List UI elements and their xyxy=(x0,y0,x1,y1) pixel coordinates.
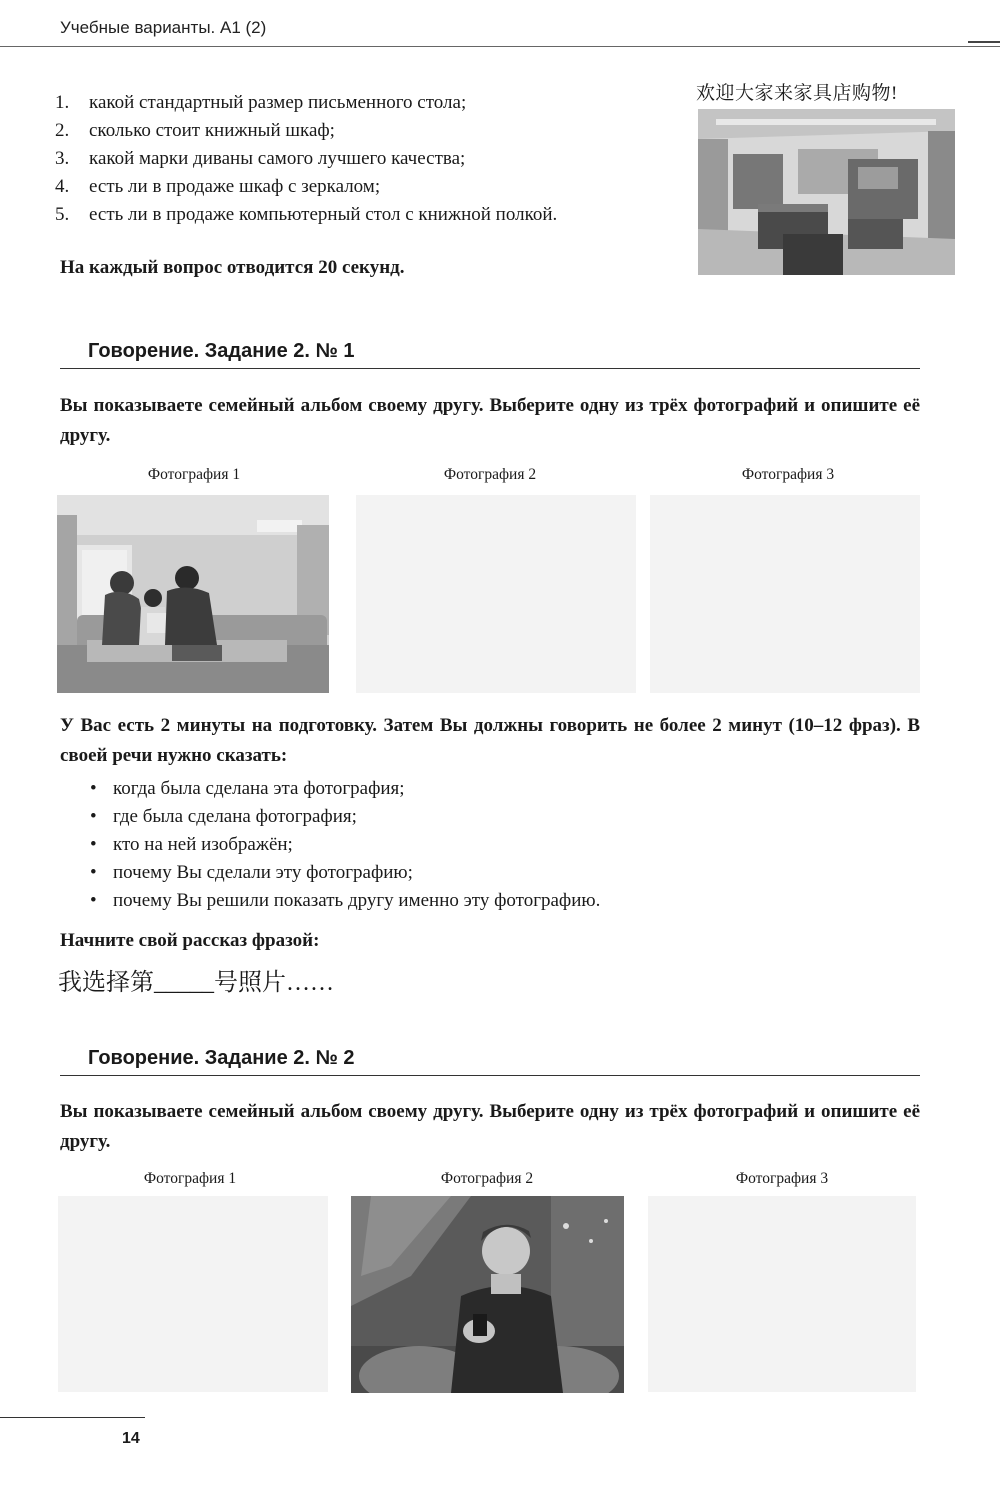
start-phrase: 我选择第_____号照片…… xyxy=(58,970,334,996)
family-photo xyxy=(57,495,329,693)
question-item: 3. какой марки диваны самого лучшего качества; xyxy=(55,148,466,169)
task1-caption-3: Фотография 3 xyxy=(741,466,835,483)
photo-2-placeholder xyxy=(356,495,636,693)
store-caption: 欢迎大家来家具店购物! xyxy=(696,83,898,104)
task1-bullet-list xyxy=(90,775,600,915)
task1-prompt: Вы показываете семейный альбом своему другу. Выберите одну из трёх фотографий и опишите её другу. xyxy=(60,395,920,446)
running-head: Учебные варианты. А1 (2) xyxy=(60,18,267,37)
question-item: 5. есть ли в продаже компьютерный стол с книжной полкой. xyxy=(55,204,558,225)
question-item: 4. есть ли в продаже шкаф с зеркалом; xyxy=(55,176,381,197)
bullet-item: • когда была сделана эта фотография; xyxy=(90,775,600,803)
bullet-item: • почему Вы решили показать другу именно эту фотографию. xyxy=(90,887,600,915)
task2-rule xyxy=(60,1075,920,1076)
bullet-item: • где была сделана фотография; xyxy=(90,803,600,831)
header-rule-mark xyxy=(968,41,1000,43)
task1-rule xyxy=(60,368,920,369)
task2-caption-3: Фотография 3 xyxy=(735,1170,829,1187)
question-list xyxy=(55,89,557,229)
page-number: 14 xyxy=(122,1430,140,1447)
question-item: 2. сколько стоит книжный шкаф; xyxy=(55,120,335,141)
task1-heading: Говорение. Задание 2. № 1 xyxy=(88,340,355,362)
man-with-phone-photo xyxy=(351,1196,624,1393)
furniture-store-photo xyxy=(698,109,955,275)
start-phrase-label: Начните свой рассказ фразой: xyxy=(60,930,320,951)
bullet-item: • почему Вы сделали эту фотографию; xyxy=(90,859,600,887)
footer-rule xyxy=(0,1417,145,1418)
photo-3-placeholder xyxy=(648,1196,916,1392)
task1-caption-1: Фотография 1 xyxy=(147,466,241,483)
bullet-item: • кто на ней изображён; xyxy=(90,831,600,859)
header-rule xyxy=(0,46,1000,47)
task2-prompt: Вы показываете семейный альбом своему другу. Выберите одну из трёх фотографий и опишите её другу. xyxy=(60,1101,920,1152)
question-item: 1. какой стандартный размер письменного стола; xyxy=(55,92,467,113)
task2-caption-2: Фотография 2 xyxy=(440,1170,534,1187)
task2-caption-1: Фотография 1 xyxy=(143,1170,237,1187)
task2-heading: Говорение. Задание 2. № 2 xyxy=(88,1047,355,1069)
photo-1-placeholder xyxy=(58,1196,328,1392)
task1-prep-text: У Вас есть 2 минуты на подготовку. Затем Вы должны говорить не более 2 минут (10–12 фраз). В своей речи нужно сказать: xyxy=(60,715,920,766)
photo-3-placeholder xyxy=(650,495,920,693)
time-note: На каждый вопрос отводится 20 секунд. xyxy=(60,257,405,278)
task1-caption-2: Фотография 2 xyxy=(443,466,537,483)
